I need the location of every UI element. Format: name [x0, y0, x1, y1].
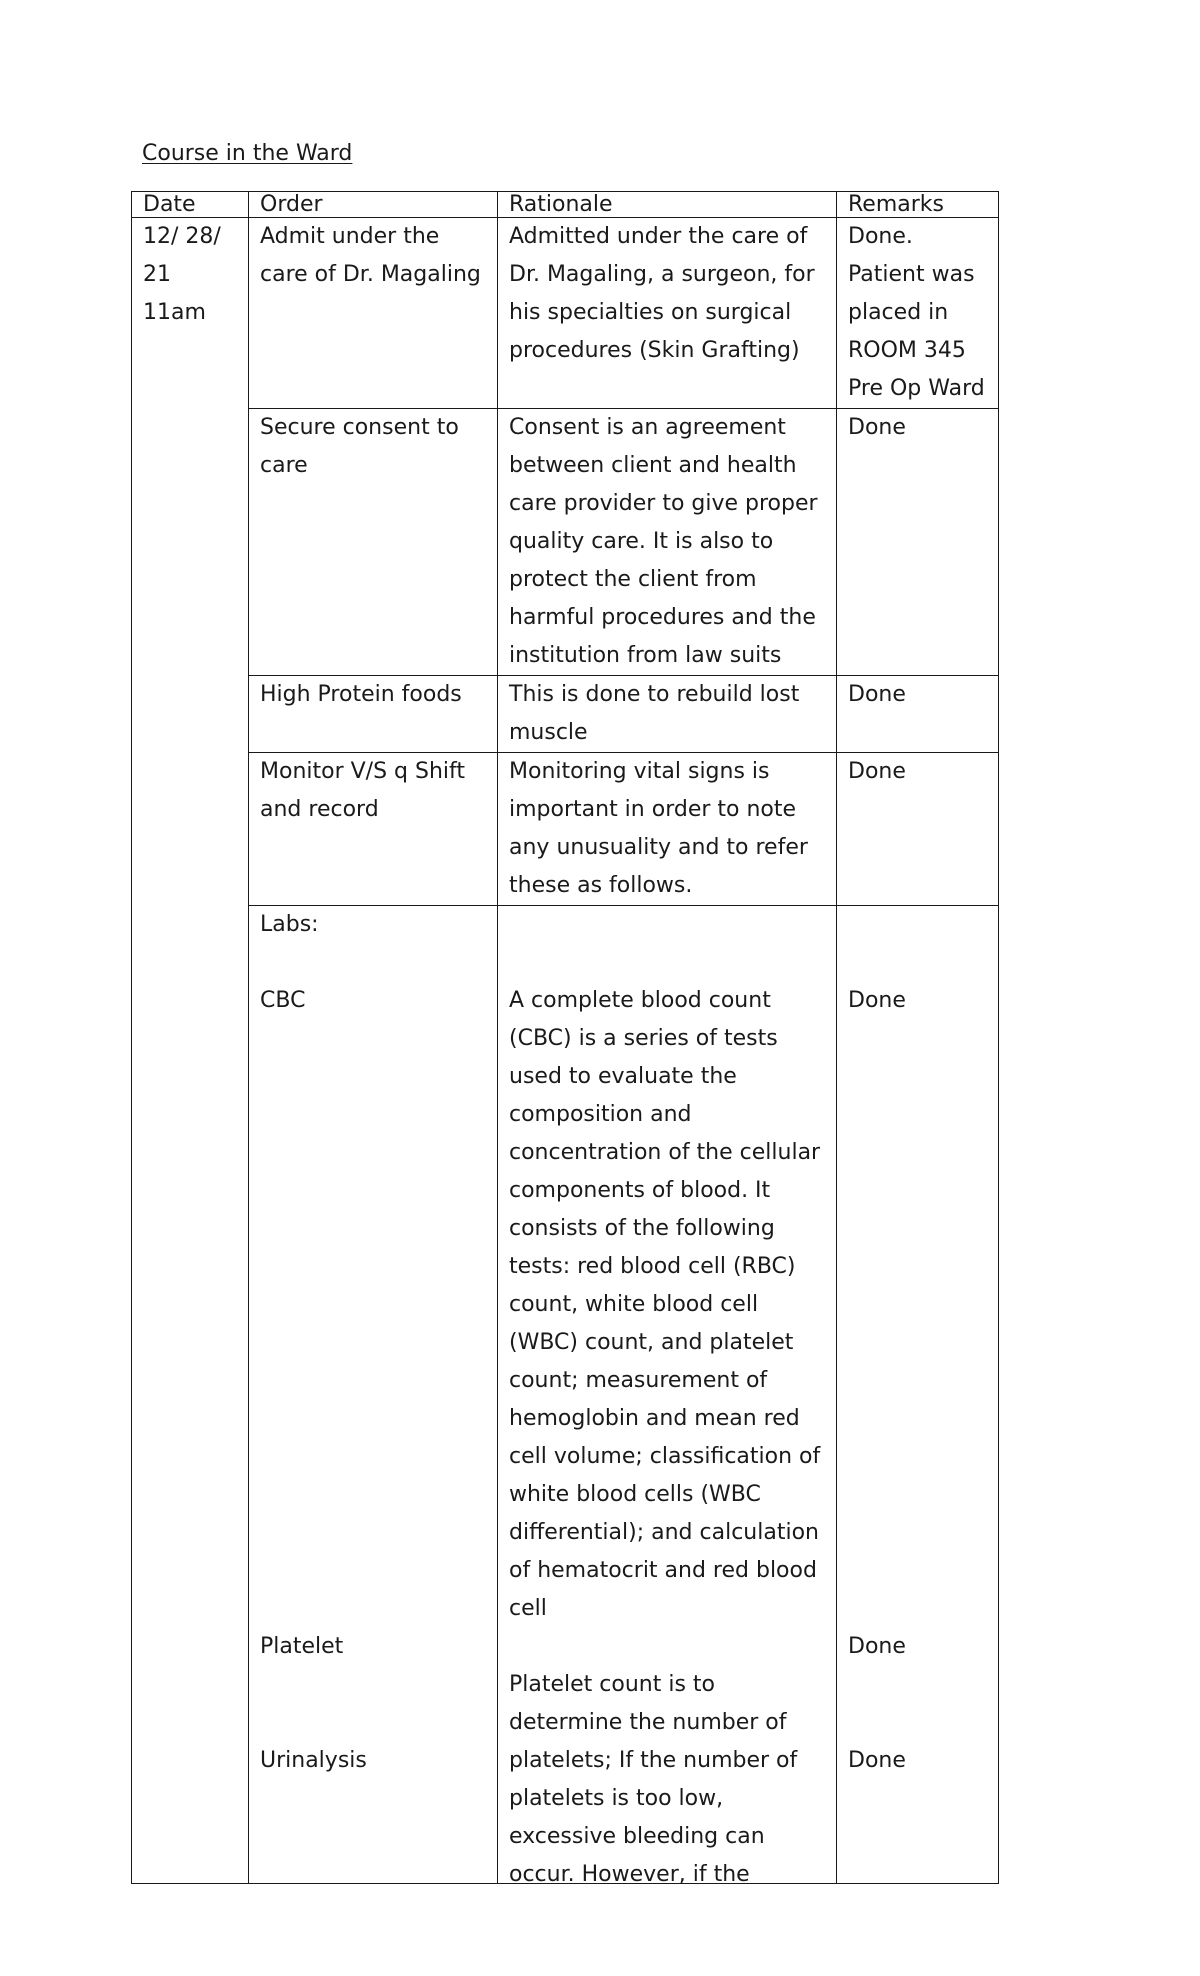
rationale-line: Dr. Magaling, a surgeon, for — [509, 262, 815, 287]
spacer — [260, 1210, 487, 1248]
header-remarks: Remarks — [837, 192, 999, 218]
remarks-line: Done — [848, 759, 906, 784]
rationale-cell — [498, 409, 837, 676]
rationale-line: count, white blood cell — [509, 1292, 759, 1317]
spacer — [260, 1324, 487, 1362]
rationale-line: differential); and calculation — [509, 1520, 819, 1545]
order-cell — [249, 753, 498, 906]
rationale-line: protect the client from — [509, 567, 757, 592]
labs-heading: Labs: — [260, 912, 319, 937]
order-cell-labs — [249, 906, 498, 1884]
spacer — [260, 1134, 487, 1172]
table-row — [132, 409, 999, 676]
order-line: care of Dr. Magaling — [260, 262, 481, 287]
order-line: and record — [260, 797, 379, 822]
spacer — [848, 1058, 988, 1096]
lab-cbc: CBC — [260, 988, 306, 1013]
rationale-line: institution from law suits — [509, 643, 782, 668]
rationale-line: composition and — [509, 1102, 692, 1127]
lab-urinalysis: Urinalysis — [260, 1748, 367, 1773]
spacer — [848, 944, 988, 982]
spacer — [848, 1210, 988, 1248]
rationale-line: components of blood. It — [509, 1178, 771, 1203]
time-line: 11am — [143, 300, 206, 325]
rationale-line: consists of the following — [509, 1216, 775, 1241]
rationale-line: between client and health — [509, 453, 797, 478]
remarks-line: Pre Op Ward — [848, 376, 985, 401]
spacer — [260, 1704, 487, 1742]
spacer — [260, 1666, 487, 1704]
remarks-cell — [837, 218, 999, 409]
order-line: care — [260, 453, 308, 478]
remarks-line: Patient was — [848, 262, 975, 287]
rationale-line: his specialties on surgical — [509, 300, 792, 325]
spacer — [260, 944, 487, 982]
rationale-line: tests: red blood cell (RBC) — [509, 1254, 796, 1279]
spacer — [848, 1552, 988, 1590]
order-line: Admit under the — [260, 224, 440, 249]
rationale-line: Admitted under the care of — [509, 224, 808, 249]
order-cell — [249, 676, 498, 753]
rationale-line: Platelet count is to — [509, 1672, 716, 1697]
rationale-line: used to evaluate the — [509, 1064, 737, 1089]
table-row — [132, 676, 999, 753]
order-cell — [249, 218, 498, 409]
date-line: 21 — [143, 262, 171, 287]
rationale-cell — [498, 676, 837, 753]
spacer — [260, 1020, 487, 1058]
rationale-line: cell — [509, 1596, 547, 1621]
remarks-line: Done — [848, 682, 906, 707]
spacer — [260, 1362, 487, 1400]
remarks-line: Done — [848, 415, 906, 440]
spacer — [848, 1020, 988, 1058]
spacer — [509, 944, 826, 982]
remarks-cell — [837, 676, 999, 753]
platelet-remark: Done — [848, 1634, 906, 1659]
spacer — [848, 1134, 988, 1172]
rationale-line: (WBC) count, and platelet — [509, 1330, 794, 1355]
order-line: Monitor V/S q Shift — [260, 759, 466, 784]
rationale-line: occur. However, if the — [509, 1862, 750, 1883]
rationale-line: important in order to note — [509, 797, 797, 822]
spacer — [848, 1400, 988, 1438]
rationale-line: A complete blood count — [509, 988, 771, 1013]
table-row — [132, 218, 999, 409]
urinalysis-remark: Done — [848, 1748, 906, 1773]
header-rationale: Rationale — [498, 192, 837, 218]
rationale-line: concentration of the cellular — [509, 1140, 821, 1165]
spacer — [848, 1096, 988, 1134]
spacer — [848, 1590, 988, 1628]
rationale-line: cell volume; classification of — [509, 1444, 821, 1469]
header-order: Order — [249, 192, 498, 218]
spacer — [260, 1476, 487, 1514]
header-date: Date — [132, 192, 249, 218]
spacer — [509, 1628, 826, 1666]
spacer — [260, 1096, 487, 1134]
date-line: 12/ 28/ — [143, 224, 221, 249]
rationale-line: platelets; If the number of — [509, 1748, 798, 1773]
rationale-line: This is done to rebuild lost — [509, 682, 800, 707]
rationale-line: of hematocrit and red blood — [509, 1558, 817, 1583]
rationale-line: procedures (Skin Grafting) — [509, 338, 800, 363]
remarks-line: placed in — [848, 300, 949, 325]
rationale-line: these as follows. — [509, 873, 693, 898]
rationale-line: hemoglobin and mean red — [509, 1406, 800, 1431]
spacer — [260, 1514, 487, 1552]
table-row — [132, 753, 999, 906]
remarks-cell — [837, 753, 999, 906]
spacer — [260, 1552, 487, 1590]
course-in-ward-table — [131, 191, 999, 1884]
rationale-cell — [498, 753, 837, 906]
remarks-line: ROOM 345 — [848, 338, 966, 363]
lab-platelet: Platelet — [260, 1634, 344, 1659]
spacer — [260, 1172, 487, 1210]
spacer — [848, 1172, 988, 1210]
spacer — [848, 1438, 988, 1476]
rationale-line: (CBC) is a series of tests — [509, 1026, 778, 1051]
rationale-line: quality care. It is also to — [509, 529, 774, 554]
cbc-remark: Done — [848, 988, 906, 1013]
order-line: Secure consent to — [260, 415, 459, 440]
table-header-row — [132, 192, 999, 218]
spacer — [848, 1514, 988, 1552]
spacer — [848, 1286, 988, 1324]
spacer — [848, 1666, 988, 1704]
remarks-cell — [837, 409, 999, 676]
rationale-line: harmful procedures and the — [509, 605, 816, 630]
table-row-labs — [132, 906, 999, 1884]
spacer — [260, 1400, 487, 1438]
spacer — [260, 1438, 487, 1476]
rationale-line: count; measurement of — [509, 1368, 768, 1393]
remarks-line: Done. — [848, 224, 913, 249]
spacer — [509, 906, 826, 944]
spacer — [848, 1362, 988, 1400]
rationale-cell — [498, 218, 837, 409]
spacer — [848, 1248, 988, 1286]
order-cell — [249, 409, 498, 676]
rationale-line: determine the number of — [509, 1710, 787, 1735]
rationale-line: platelets is too low, — [509, 1786, 724, 1811]
rationale-line: white blood cells (WBC — [509, 1482, 761, 1507]
rationale-line: Monitoring vital signs is — [509, 759, 770, 784]
date-cell — [132, 218, 249, 1884]
spacer — [260, 1058, 487, 1096]
spacer — [260, 1286, 487, 1324]
spacer — [260, 1248, 487, 1286]
rationale-line: any unusuality and to refer — [509, 835, 808, 860]
page-title: Course in the Ward — [142, 141, 353, 166]
remarks-cell-labs — [837, 906, 999, 1884]
spacer — [848, 1324, 988, 1362]
spacer — [260, 1590, 487, 1628]
rationale-line: muscle — [509, 720, 588, 745]
rationale-line: Consent is an agreement — [509, 415, 786, 440]
order-line: High Protein foods — [260, 682, 462, 707]
rationale-cell-labs — [498, 906, 837, 1884]
rationale-line: excessive bleeding can — [509, 1824, 765, 1849]
rationale-line: care provider to give proper — [509, 491, 818, 516]
spacer — [848, 906, 988, 944]
spacer — [848, 1476, 988, 1514]
spacer — [848, 1704, 988, 1742]
